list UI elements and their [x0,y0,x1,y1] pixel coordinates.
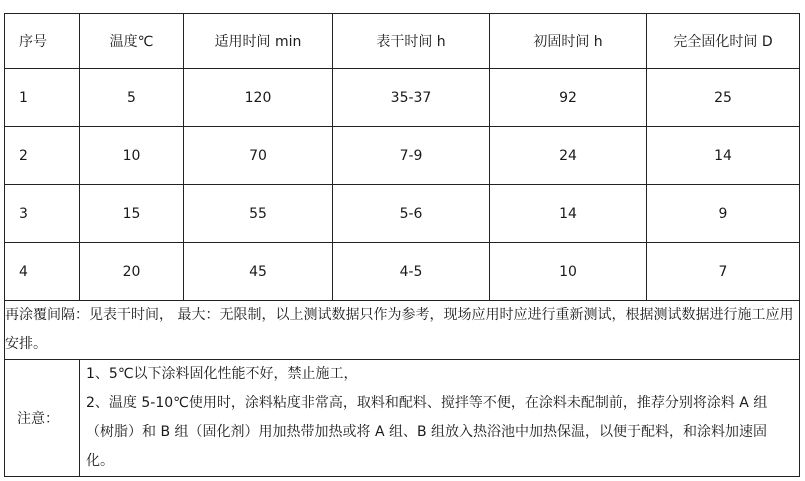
cell-initial-cure-time: 24 [490,127,647,185]
table-row [5,127,800,185]
header-surface-dry-time: 表干时间 h [333,14,490,69]
notice-label: 注意： [5,360,80,477]
cell-index: 4 [5,243,80,301]
cell-index: 3 [5,185,80,243]
cell-full-cure-time: 25 [647,69,800,127]
cell-temperature: 15 [80,185,184,243]
table-row [5,185,800,243]
cell-full-cure-time: 9 [647,185,800,243]
notice-row [5,360,800,477]
cell-pot-life: 55 [184,185,333,243]
cell-surface-dry-time: 5-6 [333,185,490,243]
cell-initial-cure-time: 10 [490,243,647,301]
recoat-note: 再涂覆间隔：见表干时间， 最大：无限制，以上测试数据只作为参考，现场应用时应进行重新测试，根据测试数据进行施工应用安排。 [5,301,800,360]
cell-temperature: 20 [80,243,184,301]
cell-pot-life: 120 [184,69,333,127]
cell-index: 2 [5,127,80,185]
cell-temperature: 5 [80,69,184,127]
cell-surface-dry-time: 7-9 [333,127,490,185]
notice-body [80,360,800,477]
table-row [5,243,800,301]
header-temperature: 温度℃ [80,14,184,69]
cell-full-cure-time: 14 [647,127,800,185]
notice-line-2: 2、温度 5-10℃使用时，涂料粘度非常高，取料和配料、搅拌等不便，在涂料未配制前，推荐分别将涂料 A 组（树脂）和 B 组（固化剂）用加热带加热或将 A 组、B 组放入热浴池中加热保温，以便于配料，和涂料加速固化。 [86,395,768,469]
cell-pot-life: 70 [184,127,333,185]
cell-index: 1 [5,69,80,127]
cure-time-table [4,13,800,477]
table-row [5,69,800,127]
recoat-note-row [5,301,800,360]
header-initial-cure-time: 初固时间 h [490,14,647,69]
cell-pot-life: 45 [184,243,333,301]
table-header-row [5,14,800,69]
cell-full-cure-time: 7 [647,243,800,301]
header-index: 序号 [5,14,80,69]
cell-initial-cure-time: 14 [490,185,647,243]
cell-initial-cure-time: 92 [490,69,647,127]
cell-surface-dry-time: 35-37 [333,69,490,127]
header-pot-life: 适用时间 min [184,14,333,69]
notice-line-1: 1、5℃以下涂料固化性能不好，禁止施工， [86,366,358,382]
cell-temperature: 10 [80,127,184,185]
cell-surface-dry-time: 4-5 [333,243,490,301]
header-full-cure-time: 完全固化时间 D [647,14,800,69]
